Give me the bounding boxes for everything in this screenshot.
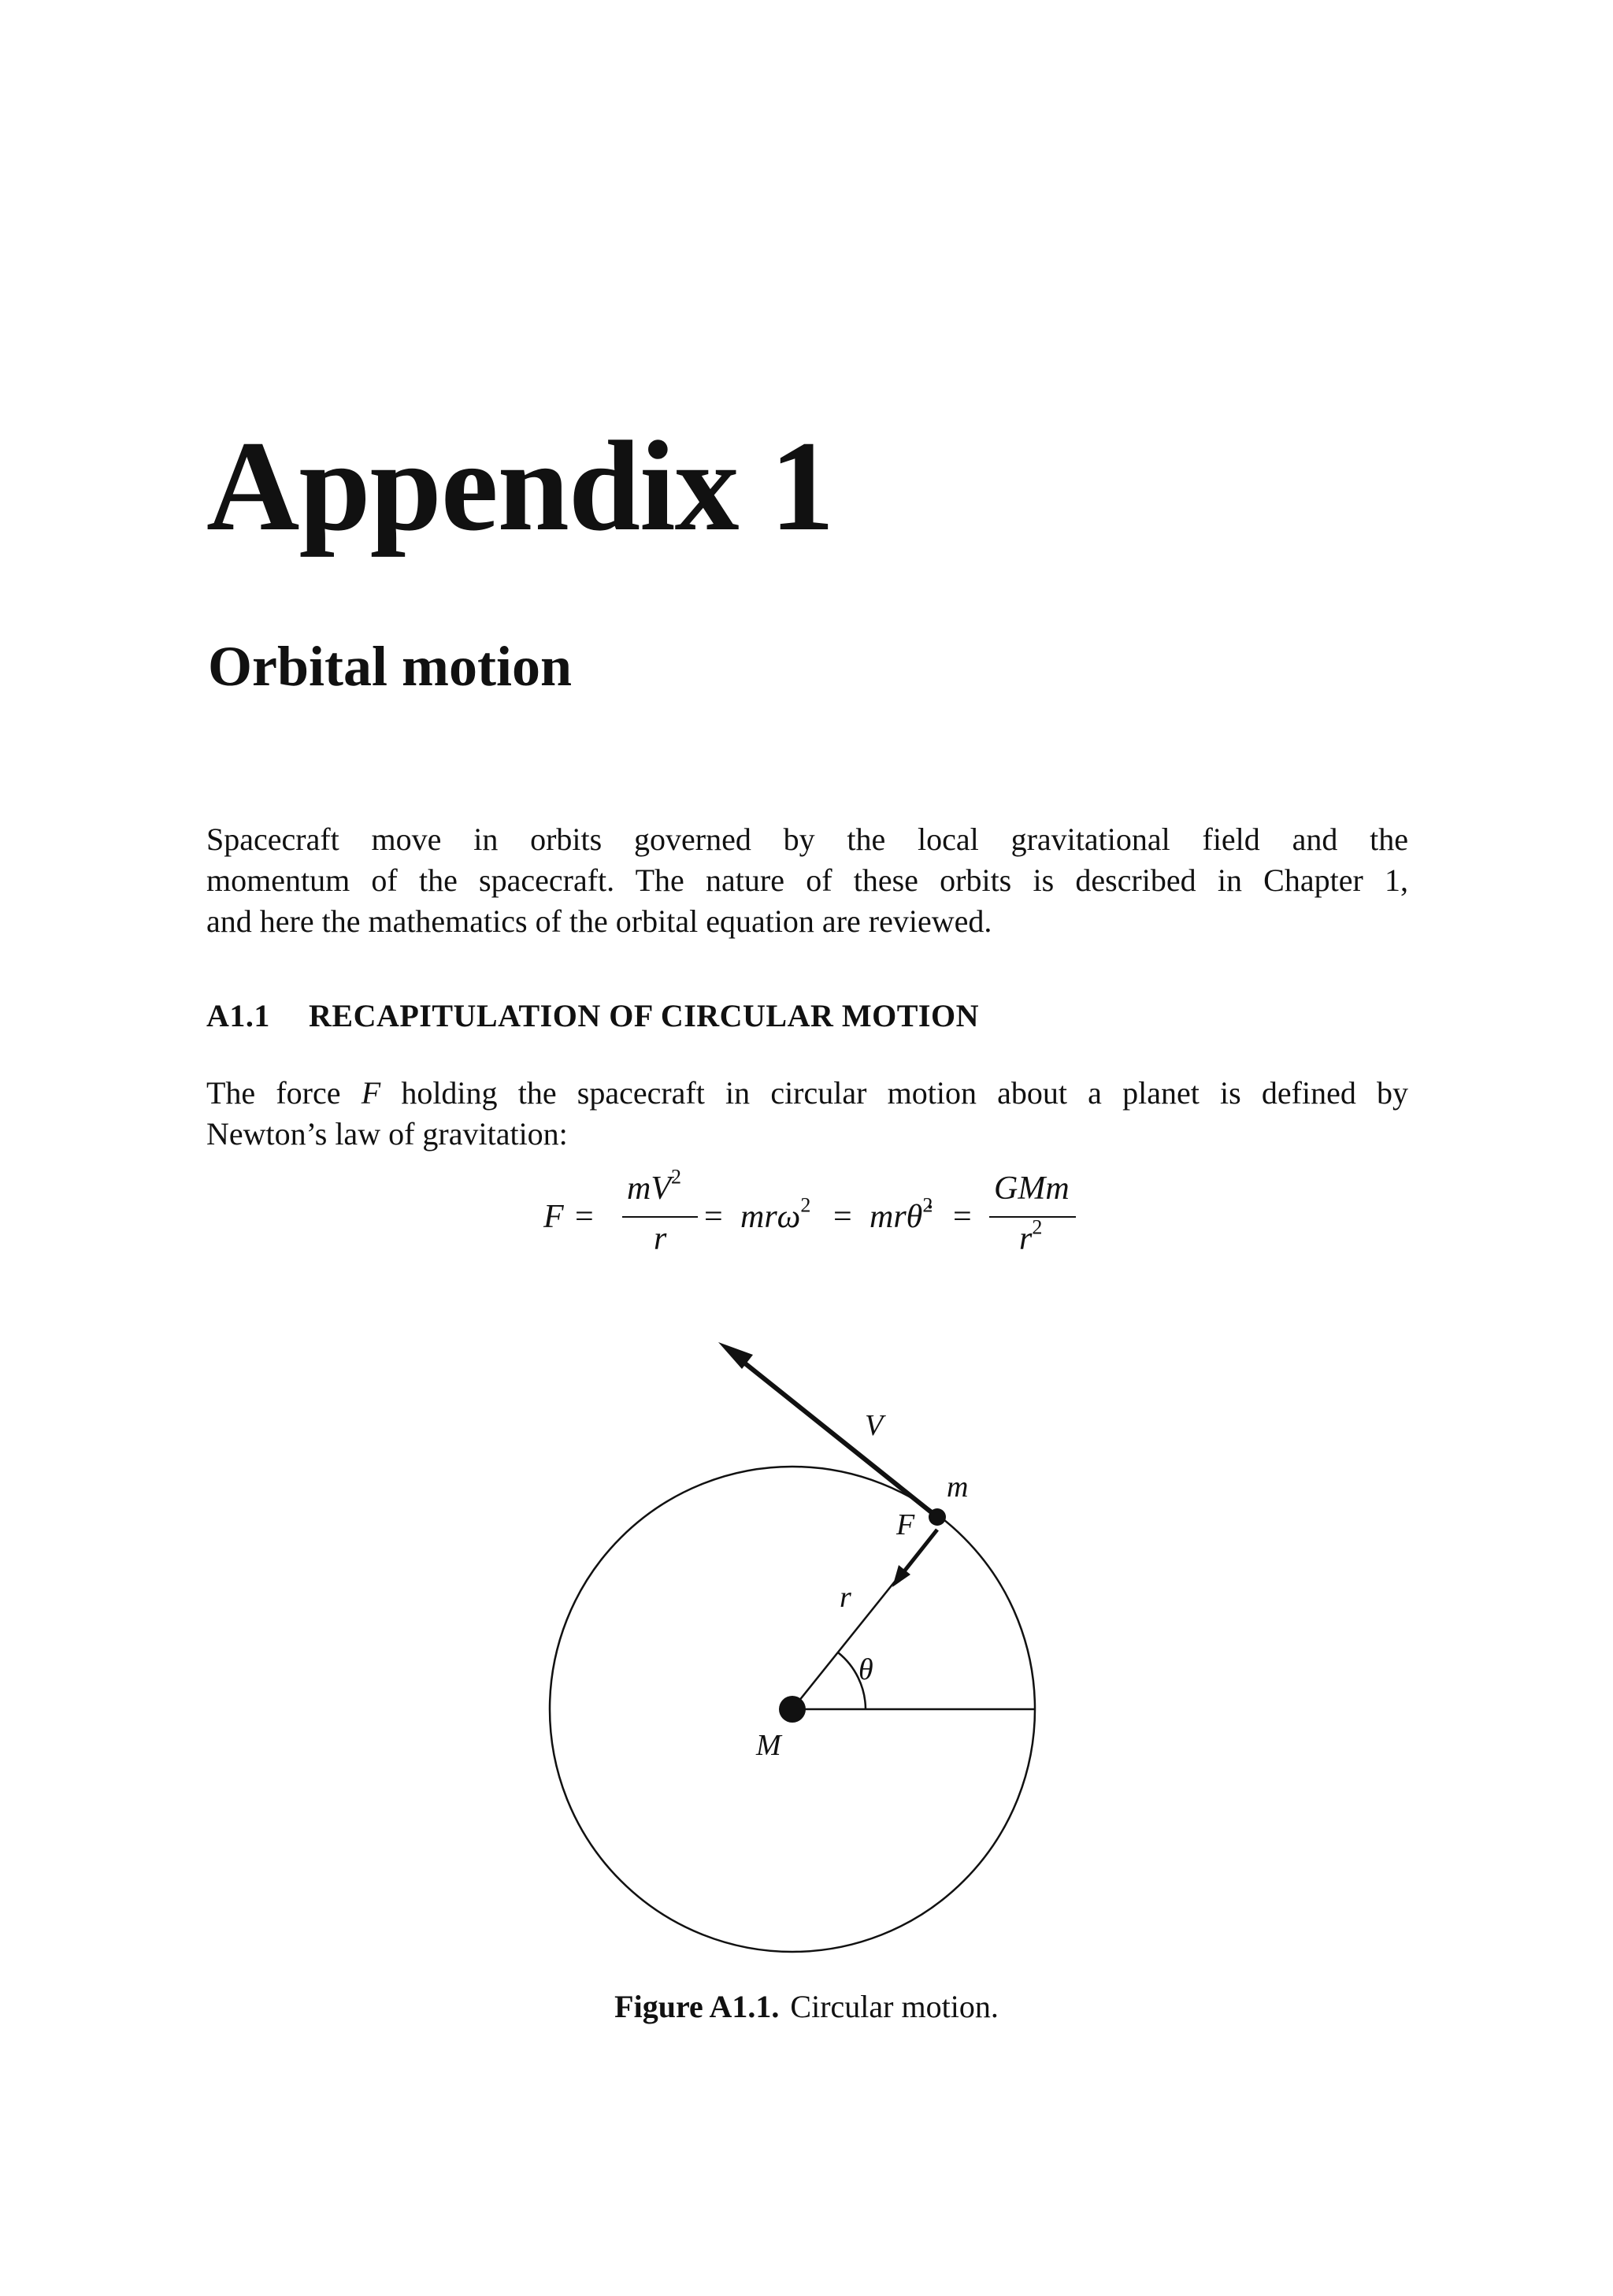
eq-term3-text: mrθ̇ [870,1199,923,1235]
intro-line: Spacecraft move in orbits governed by the local gravitational field and the [206,822,1408,857]
intro-line: momentum of the spacecraft. The nature of these orbits is described in Chapter 1, [206,862,1408,898]
body-text: The force [206,1075,362,1111]
eq-frac1-num-sup: 2 [671,1165,682,1189]
small-mass-label: m [947,1471,969,1504]
eq-lhs: F [543,1199,564,1235]
central-mass-label: M [756,1729,781,1762]
eq-term2-sup: 2 [800,1193,811,1217]
figure-caption-text: Circular motion. [790,1989,999,2024]
eq-equals: = [704,1199,723,1235]
body-text: holding the spacecraft in circular motion about a planet is defined by [380,1075,1408,1111]
intro-line: and here the mathematics of the orbital equation are reviewed. [206,903,992,939]
eq-frac2-numerator: GMm [994,1170,1070,1207]
radius-label: r [840,1581,851,1614]
eq-frac1-denominator: r [654,1221,667,1257]
chapter-subtitle: Orbital motion [208,635,572,698]
eq-term3-sup: 2 [922,1193,933,1217]
force-label: F [896,1508,915,1541]
eq-frac2-den-text: r [1019,1221,1033,1257]
eq-frac1-num-text: mV [627,1170,671,1207]
force-symbol: F [361,1075,381,1111]
eq-equals: = [833,1199,852,1235]
section-number: A1.1 [206,998,270,1033]
spacecraft-mass-dot [929,1508,946,1526]
planet-mass-dot [779,1696,806,1723]
velocity-label: V [865,1409,884,1442]
velocity-arrow [737,1357,937,1517]
angle-label: θ [858,1653,873,1686]
eq-frac2-den-sup: 2 [1032,1215,1043,1239]
eq-equals: = [575,1199,594,1235]
appendix-title: Appendix 1 [206,415,834,558]
eq-term2-text: mrω [740,1199,801,1235]
eq-equals: = [953,1199,972,1235]
section-title: RECAPITULATION OF CIRCULAR MOTION [309,998,979,1033]
figure-caption [0,1986,1613,2027]
figure-caption-label: Figure A1.1. [614,1989,780,2024]
body-line: Newton’s law of gravitation: [206,1116,568,1152]
